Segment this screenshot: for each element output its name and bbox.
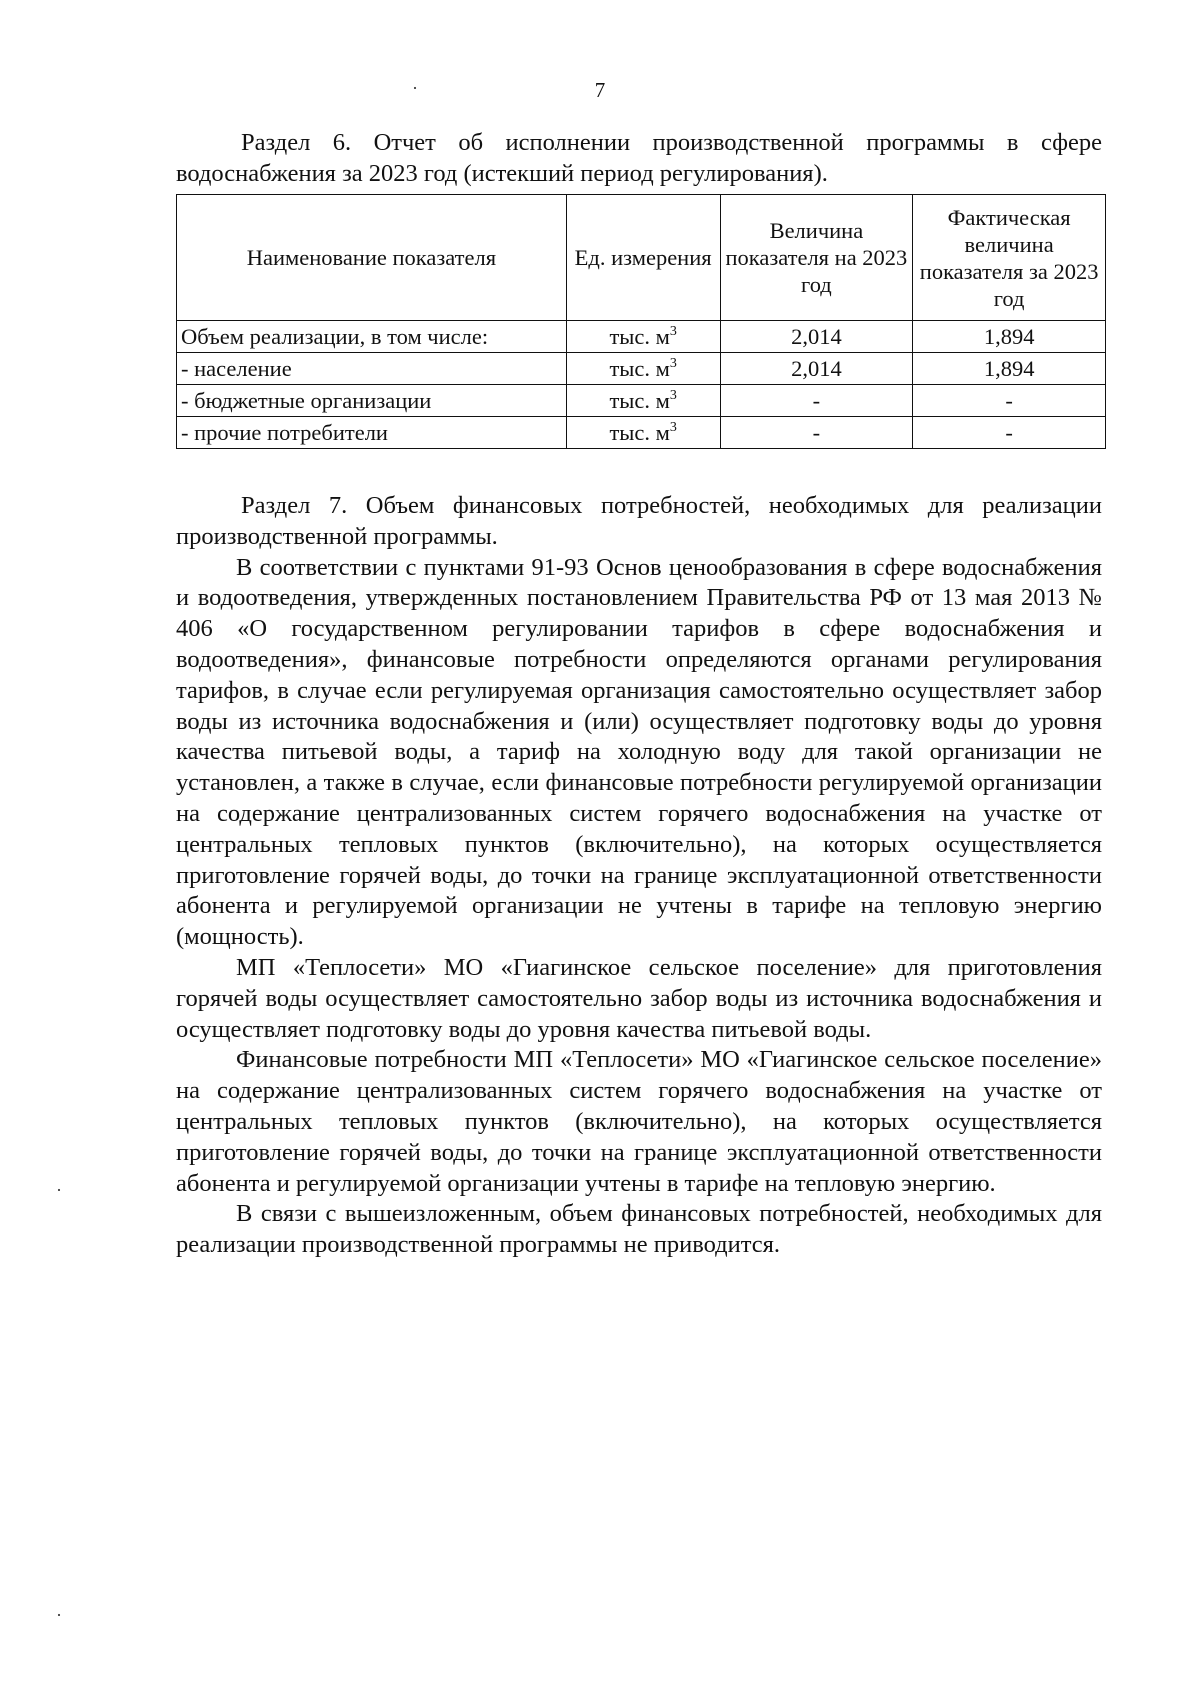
row-actual-value: -: [913, 385, 1106, 417]
table-row: [177, 321, 1106, 353]
header-indicator-name: Наименование показателя: [177, 195, 567, 321]
table-row: [177, 417, 1106, 449]
row-actual-value: 1,894: [913, 353, 1106, 385]
scan-speck: ·: [56, 1605, 62, 1625]
row-unit: тыс. $м^3$: [566, 321, 720, 353]
table-row: [177, 385, 1106, 417]
row-planned-value: -: [720, 385, 913, 417]
row-name: Объем реализации, в том числе:: [177, 321, 567, 353]
header-actual-value: Фактическая величина показателя за 2023 год: [913, 195, 1106, 321]
section-6-heading-block: [176, 128, 1102, 190]
scan-speck: ·: [56, 1180, 62, 1200]
row-actual-value: 1,894: [913, 321, 1106, 353]
row-unit: тыс. $м^3$: [566, 385, 720, 417]
section-7-title: Раздел 7. Объем финансовых потребностей, необходимых для реализации производственной программы.: [176, 492, 1102, 550]
row-name: - население: [177, 353, 567, 385]
row-planned-value: -: [720, 417, 913, 449]
row-planned-value: 2,014: [720, 353, 913, 385]
section-7-paragraph: В соответствии с пунктами 91-93 Основ ценообразования в сфере водоснабжения и водоотведения, утвержденных постановлением Правительства РФ от 13 мая 2013 № 406 «О государственном регулировании тарифов в сфере водоснабжения и водоотведения», финансовые потребности определяются органами регулирования тарифов, в случае если регулируемая организация самостоятельно осуществляет забор воды из источника водоснабжения и (или) осуществляет подготовку воды до уровня качества питьевой воды, а тариф на холодную воду для такой организации не установлен, а также в случае, если финансовые потребности регулируемой организации на содержание централизованных систем горячего водоснабжения на участке от центральных тепловых пунктов (включительно), на которых осуществляется приготовление горячей воды, до точки на границе эксплуатационной ответственности абонента и регулируемой организации не учтены в тарифе на тепловую энергию (мощность).: [176, 553, 1102, 951]
table-header-row: [177, 195, 1106, 321]
table-row: [177, 353, 1106, 385]
section-7: [176, 491, 1102, 1261]
row-unit: тыс. $м^3$: [566, 353, 720, 385]
row-actual-value: -: [913, 417, 1106, 449]
production-program-report-table: [176, 194, 1106, 449]
header-planned-value: Величина показателя на 2023 год: [720, 195, 913, 321]
row-name: - бюджетные организации: [177, 385, 567, 417]
row-name: - прочие потребители: [177, 417, 567, 449]
row-unit: тыс. $м^3$: [566, 417, 720, 449]
row-planned-value: 2,014: [720, 321, 913, 353]
section-7-paragraph: Финансовые потребности МП «Теплосети» МО «Гиагинское сельское поселение» на содержание централизованных систем горячего водоснабжения на участке от центральных тепловых пунктов (включительно), на которых осуществляется приготовление горячей воды, до точки на границе эксплуатационной ответственности абонента и регулируемой организации учтены в тарифе на тепловую энергию.: [176, 1046, 1102, 1197]
header-unit: Ед. измерения: [566, 195, 720, 321]
section-7-paragraph: В связи с вышеизложенным, объем финансовых потребностей, необходимых для реализации производственной программы не приводится.: [176, 1200, 1102, 1259]
scan-speck: ·: [412, 78, 418, 98]
section-6-title: Раздел 6. Отчет об исполнении производственной программы в сфере водоснабжения за 2023 год (истекший период регулирования).: [176, 129, 1102, 187]
section-7-paragraph: МП «Теплосети» МО «Гиагинское сельское поселение» для приготовления горячей воды осуществляет самостоятельно забор воды из источника водоснабжения и осуществляет подготовку воды до уровня качества питьевой воды.: [176, 953, 1102, 1043]
page-number: 7: [594, 78, 606, 102]
